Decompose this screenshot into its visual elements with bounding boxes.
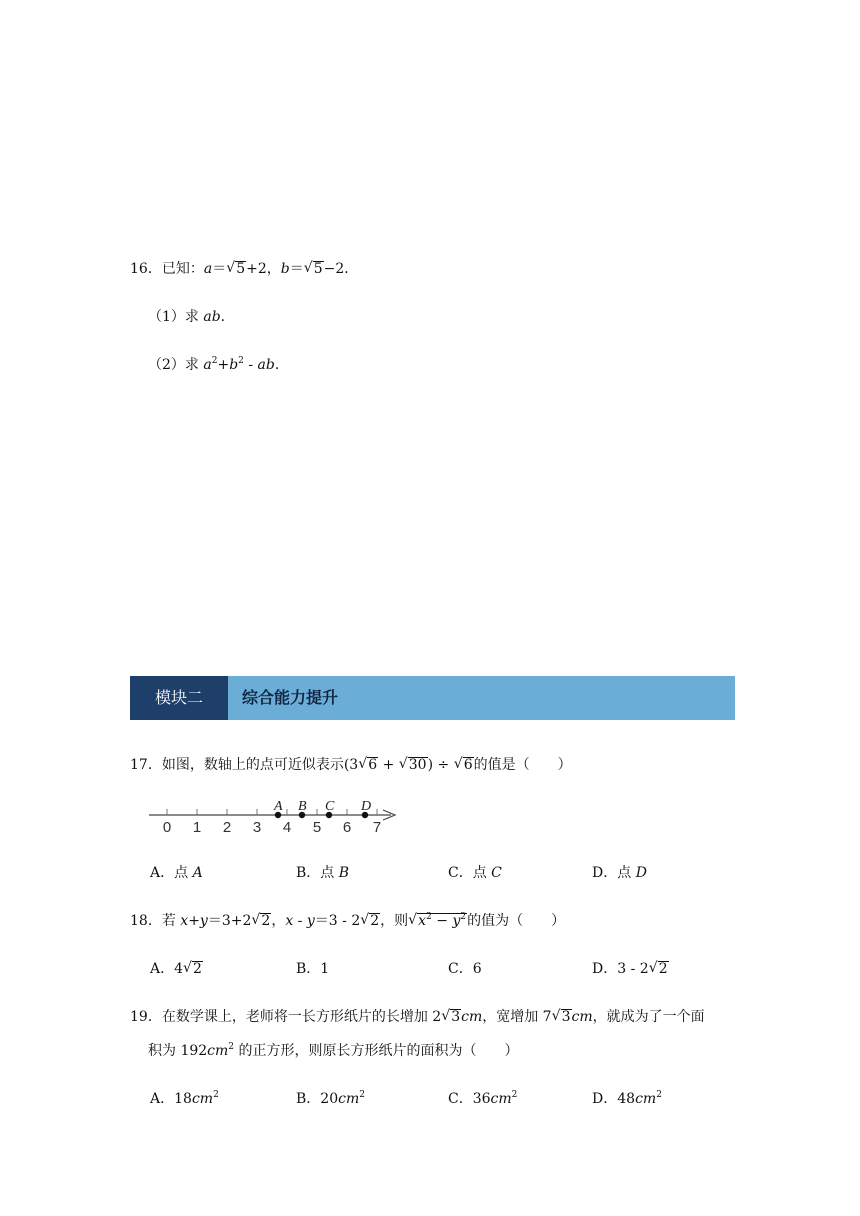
question-18-stem xyxy=(130,910,565,930)
tick-label: 2 xyxy=(222,819,232,836)
var-x: x xyxy=(285,913,294,929)
question-number: 19． xyxy=(130,1009,162,1025)
expr-part: (3 xyxy=(343,757,359,773)
equals: ＝ xyxy=(289,261,304,277)
question-18-options xyxy=(150,958,710,980)
sqrt-x2-minus-y2: √ $x^2 - y^2$ xyxy=(408,913,467,929)
question-16-part-1 xyxy=(148,306,235,326)
sqrt-6: √ 6 xyxy=(358,757,378,773)
option-c[interactable]: C．6 xyxy=(448,961,482,977)
module-title: 综合能力提升 xyxy=(242,688,339,707)
sqrt-5: √ 5 xyxy=(304,261,324,277)
option-c[interactable]: C．$36cm^2$ xyxy=(448,1090,518,1107)
minus: - xyxy=(243,357,258,373)
part-label: （2）求 xyxy=(148,357,204,373)
tick-label: 1 xyxy=(192,819,202,836)
var-a: a xyxy=(203,357,212,373)
question-16-part-2 xyxy=(148,354,289,374)
question-number: 18． xyxy=(130,913,162,929)
value: ＝3+2 xyxy=(207,913,252,929)
option-a[interactable]: A．点 A xyxy=(150,865,203,881)
question-text: 在数学课上，老师将一长方形纸片的长增加 2 xyxy=(161,1009,442,1025)
sqrt-30: √ 30 xyxy=(399,757,428,773)
option-b[interactable]: B．1 xyxy=(296,961,330,977)
option-a[interactable]: A．4√ 2 xyxy=(150,958,203,978)
plus: + xyxy=(378,757,399,773)
unit-cm: cm xyxy=(461,1009,483,1025)
minus: - xyxy=(293,913,307,929)
unit-cm: cm xyxy=(571,1009,593,1025)
sqrt-2: √ 2 xyxy=(251,913,271,929)
question-text: ，就成为了一个面 xyxy=(592,1009,705,1025)
question-16-stem xyxy=(130,258,358,278)
option-d[interactable]: D．3 - 2√ 2 xyxy=(592,958,669,978)
exponent: 2 xyxy=(238,356,244,366)
period: ． xyxy=(220,309,235,325)
question-number: 17． xyxy=(130,757,162,773)
option-b[interactable]: B．点 B xyxy=(296,865,350,881)
question-number: 16． xyxy=(130,261,162,277)
question-text: 的值是（ ） xyxy=(473,757,572,773)
point-label: C xyxy=(325,799,335,814)
sqrt-3: √ 3 xyxy=(552,1009,572,1025)
tick-label: 5 xyxy=(312,819,322,836)
var-y: y xyxy=(306,913,315,929)
tick-label: 6 xyxy=(342,819,352,836)
plus-2: +2， xyxy=(246,261,281,277)
var-x: x xyxy=(180,913,189,929)
expr-ab: ab xyxy=(203,309,221,325)
tick-label: 3 xyxy=(252,819,262,836)
question-text: 的正方形，则原长方形纸片的面积为（ ） xyxy=(234,1043,519,1059)
question-text: 若 xyxy=(161,913,181,929)
equals: ＝ xyxy=(212,261,227,277)
var-b: b xyxy=(229,357,239,373)
module-tag: 模块二 xyxy=(130,676,228,720)
period: ． xyxy=(274,357,289,373)
question-19-options xyxy=(150,1088,710,1110)
expr-ab: ab xyxy=(257,357,275,373)
point-label: D xyxy=(361,799,372,814)
sqrt-6: √ 6 xyxy=(454,757,474,773)
number-line-figure xyxy=(145,792,405,838)
plus: + xyxy=(188,913,200,929)
module-banner xyxy=(130,676,735,720)
question-17-options xyxy=(150,862,710,882)
sqrt-5: √ 5 xyxy=(226,261,246,277)
question-text: 如图，数轴上的点可近似表示 xyxy=(161,757,344,773)
exponent: 2 xyxy=(228,1042,235,1052)
var-y: y xyxy=(199,913,208,929)
question-text: 的值为（ ） xyxy=(467,913,566,929)
option-b[interactable]: B．$20cm^2$ xyxy=(296,1090,365,1107)
plus: + xyxy=(217,357,230,373)
var-a: a xyxy=(203,261,213,277)
question-19-line-1 xyxy=(130,1006,705,1026)
option-d[interactable]: D．$48cm^2$ xyxy=(592,1090,662,1107)
point-label: A xyxy=(274,799,283,814)
var-b: b xyxy=(280,261,290,277)
part-label: （1）求 xyxy=(148,309,204,325)
question-text: 已知： xyxy=(161,261,204,277)
tick-label: 7 xyxy=(372,819,382,836)
sqrt-2: √ 2 xyxy=(360,913,380,929)
tick-label: 4 xyxy=(282,819,292,836)
tick-label: 0 xyxy=(162,819,172,836)
option-a[interactable]: A．$18cm^2$ xyxy=(150,1090,219,1107)
question-17-stem xyxy=(130,754,572,774)
point-label: B xyxy=(298,799,307,814)
minus-2: −2． xyxy=(323,261,359,277)
comma: ， xyxy=(271,913,286,929)
unit-cm: cm xyxy=(207,1043,229,1059)
sqrt-3: √ 3 xyxy=(441,1009,461,1025)
divide: ) ÷ xyxy=(427,757,454,773)
question-text: ，则 xyxy=(380,913,409,929)
exponent: 2 xyxy=(211,356,218,366)
option-c[interactable]: C．点 C xyxy=(448,865,502,881)
question-19-line-2 xyxy=(148,1040,518,1060)
question-text: ，宽增加 7 xyxy=(482,1009,552,1025)
option-d[interactable]: D．点 D xyxy=(592,865,647,881)
question-text: 积为 192 xyxy=(148,1043,208,1059)
value: ＝3 - 2 xyxy=(314,913,361,929)
